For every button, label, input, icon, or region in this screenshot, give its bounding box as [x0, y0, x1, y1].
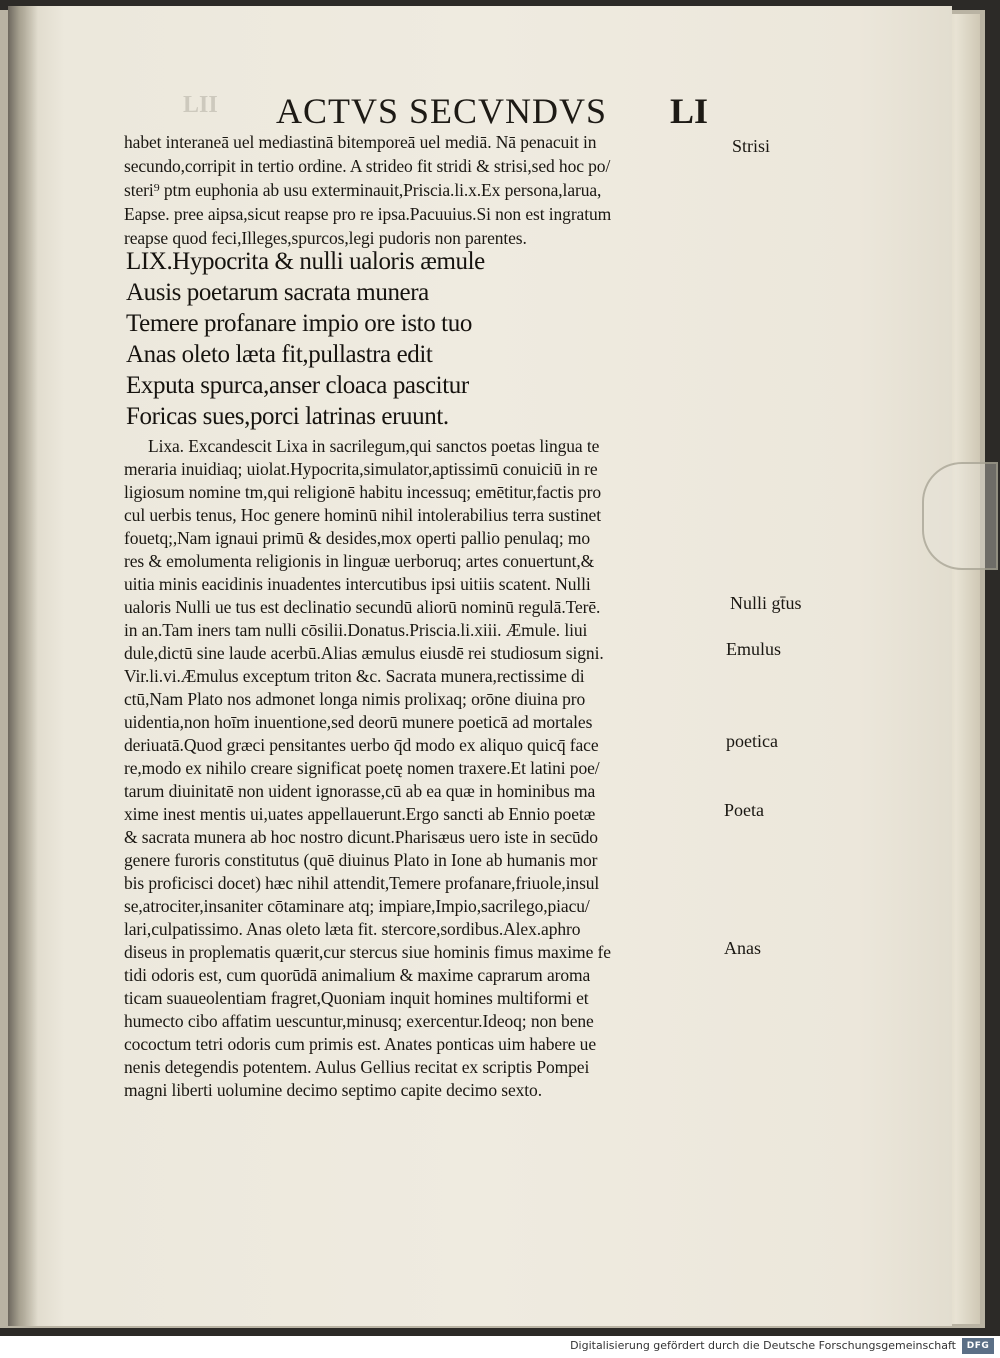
verse-line: Ausis poetarum sacrata munera	[126, 279, 429, 306]
marginal-note: Poeta	[724, 800, 764, 820]
commentary-line: uitia minis eacidinis inuadentes intercutibus ipsi uitiis scatent. Nulli	[124, 574, 591, 594]
commentary-line: & sacrata munera ab hoc nostro dicunt.Pharisæus uero iste in secūdo	[124, 827, 598, 847]
commentary-line: nenis detegendis potentem. Aulus Gellius recitat ex scriptis Pompei	[124, 1057, 590, 1077]
commentary-line: Eapse. pree aipsa,sicut reapse pro re ipsa.Pacuuius.Si non est ingratum	[124, 204, 612, 224]
commentary-line: fouetq;,Nam ignaui primū & desides,mox operti pallio penulaq; mo	[124, 528, 591, 548]
show-through-text: LII	[183, 92, 218, 118]
commentary-line: meraria inuidiaq; uiolat.Hypocrita,simulator,aptissimū conuiciū in re	[124, 459, 598, 479]
folio-number: LI	[670, 91, 709, 131]
verse-line: Temere profanare impio ore isto tuo	[126, 310, 472, 337]
commentary-line: tidi odoris est, cum quorūdā animalium & maxime caprarum aroma	[124, 965, 591, 985]
commentary-line: secundo,corripit in tertio ordine. A strideo fit stridi & strisi,sed hoc po/	[124, 156, 611, 176]
commentary-line: Lixa. Excandescit Lixa in sacrilegum,qui sanctos poetas lingua te	[148, 436, 600, 456]
commentary-line: re,modo ex nihilo creare significat poetę nomen traxere.Et latini poe/	[124, 758, 600, 778]
funding-credit: Digitalisierung gefördert durch die Deutsche Forschungsgemeinschaft	[570, 1339, 956, 1352]
page-clip	[922, 462, 998, 570]
commentary-line: lari,culpatissimo. Anas oleto læta fit. stercore,sordibus.Alex.aphro	[124, 919, 581, 939]
commentary-line: cococtum tetri odoris cum primis est. Anates ponticas uim habere ue	[124, 1034, 596, 1054]
marginal-note: Anas	[724, 938, 761, 958]
commentary-line: res & emolumenta religionis in linguæ uerboruq; artes conuertunt,&	[124, 551, 595, 571]
commentary-line: bis proficisci docet) hæc nihil attendit,Temere profanare,friuole,insul	[124, 873, 600, 893]
verse-line: Exputa spurca,anser cloaca pascitur	[126, 372, 469, 399]
running-title: ACTVS SECVNDVS	[276, 91, 608, 131]
commentary-line: Vir.li.vi.Æmulus exceptum triton &c. Sacrata munera,rectissime di	[124, 666, 585, 686]
commentary-line: humecto cibo affatim uescuntur,minusq; exercentur.Ideoq; non bene	[124, 1011, 594, 1031]
marginal-note: Strisi	[732, 136, 771, 156]
commentary-line: deriuatā.Quod græci pensitantes uerbo q̄d modo ex aliquo quicq̄ face	[124, 735, 599, 755]
commentary-line: habet interaneā uel mediastinā bitemporeā uel mediā. Nā penacuit in	[124, 132, 597, 152]
commentary-line: ctū,Nam Plato nos admonet longa nimis prolixaq; orōne diuina pro	[124, 689, 586, 709]
commentary-line: ligiosum nomine tm,qui religionē habitu incessuq; emētitur,factis pro	[124, 482, 601, 502]
commentary-line: uidentia,non hoīm inuentione,sed deorū munere poeticā ad mortales	[124, 712, 593, 732]
commentary-line: reapse quod feci,Illeges,spurcos,legi pudoris non parentes.	[124, 228, 527, 248]
dfg-logo-icon: DFG	[962, 1338, 994, 1354]
commentary-line: in an.Tam iners tam nulli cōsilii.Donatus.Priscia.li.xiii. Æmule. liui	[124, 620, 588, 640]
commentary-line: ualoris Nulli ue tus est declinatio secundū aliorū nominū regulā.Terē.	[124, 597, 601, 617]
commentary-line: tarum diuinitatē non uident ignorasse,cū ab ea quæ in hominibus ma	[124, 781, 596, 801]
book-page	[8, 6, 952, 1326]
binding-gutter	[8, 6, 38, 1326]
commentary-line: diseus in proplematis quærit,cur stercus siue hominis fimus maxime fe	[124, 942, 611, 962]
commentary-line: genere furoris constitutus (quē diuinus Plato in Ione ab humanis mor	[124, 850, 598, 870]
commentary-line: steri⁹ ptm euphonia ab usu exterminauit,Priscia.li.x.Ex persona,larua,	[124, 180, 602, 200]
commentary-line: se,atrociter,insaniter cōtaminare atq; impiare,Impio,sacrilego,piacu/	[124, 896, 590, 916]
marginal-note: Emulus	[726, 639, 782, 659]
commentary-line: cul uerbis tenus, Hoc genere hominū nihil intolerabilius terra sustinet	[124, 505, 601, 525]
footer-bar	[0, 1336, 1000, 1358]
commentary-line: ticam suaueolentiam fragret,Quoniam inquit homines multiformi et	[124, 988, 589, 1008]
commentary-line: magni liberti uolumine decimo septimo capite decimo sexto.	[124, 1080, 542, 1100]
running-head	[268, 90, 718, 130]
verse-line: LIX.Hypocrita & nulli ualoris æmule	[126, 248, 485, 275]
marginal-note: Nulli gt̄us	[730, 593, 802, 613]
marginal-note: poetica	[726, 731, 778, 751]
verse-line: Foricas sues,porci latrinas eruunt.	[126, 403, 449, 430]
commentary-line: xime inest mentis ui,uates appellauerunt.Ergo sancti ab Ennio poetæ	[124, 804, 596, 824]
commentary-line: dule,dictū sine laude acerbū.Alias æmulus eiusdē rei studiosum signi.	[124, 643, 604, 663]
verse-line: Anas oleto læta fit,pullastra edit	[126, 341, 433, 368]
